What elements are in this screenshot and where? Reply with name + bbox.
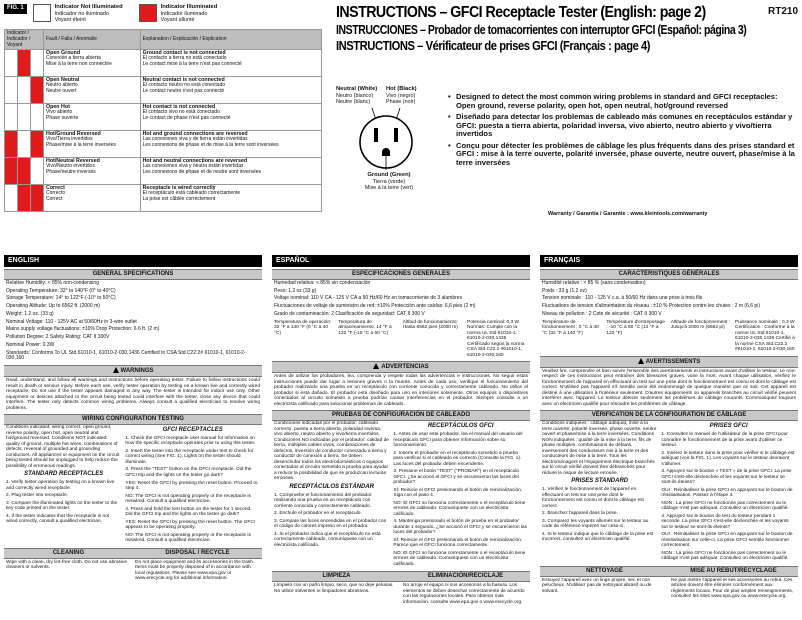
lamp-off bbox=[5, 104, 17, 130]
gfci-step: OUI : Réinitialisez la prise GFCI en appuyant sur le bouton de réinitialisation sur celle-ci. La prise GFCI semble fonctionner correctement. bbox=[661, 532, 793, 549]
cleaning-text: Wipe with a clean, dry lint-free cloth. Do not use abrasive cleaners or solvents. bbox=[6, 559, 128, 571]
legend-on-fr: Voyant allumé bbox=[160, 16, 195, 23]
outlet-icon bbox=[350, 108, 422, 170]
spec-line: Storage Temperature: 14° to 122°F (-10° to 50°C) bbox=[6, 295, 116, 302]
lamp-cell bbox=[5, 185, 18, 212]
general-specs-heading: GENERAL SPECIFICATIONS bbox=[4, 269, 262, 280]
spec-line: Pollution Degree: 2 Safety Rating: CAT II 300V bbox=[6, 334, 110, 341]
explanation-cell: Hot contact is not connected El contacto vivo no está conectado Le contact de phase n'est pas connecté bbox=[140, 104, 321, 131]
spec-grid-cell: Puissance nominale : 0,3 W Certification : Conforme à la norme UL Std.61010-1, 61010-2-030,1436 Certifié à la norme CSA Std.C22.2 #61010-1, 61010-2-030,160 bbox=[735, 319, 795, 353]
lamp-off bbox=[31, 50, 43, 76]
lamp-cell bbox=[31, 185, 44, 212]
standard-step: 1. Compruebe el funcionamiento del probador realizando una prueba en un receptáculo con corriente conocida y correctamente cableado. bbox=[274, 492, 372, 509]
warnings-title: WARNINGS bbox=[120, 368, 154, 375]
legend-on-es: Indicador iluminado bbox=[160, 10, 208, 17]
spec-line: Operating Temperature: 32° to 140°F (0° to 40°C) bbox=[6, 287, 116, 294]
fault-cell: Open Ground Conexión a tierra abierta Mise à la terre non connectée bbox=[44, 50, 141, 77]
gfci-step: NO: The GFCI is not operating properly or the receptacle is miswired. Consult a qualified electrician. bbox=[125, 493, 251, 505]
fault-cell: Hot/Ground Reversed Vivo/Tierra invertidos Phase/mise à la terre inversées bbox=[44, 131, 141, 158]
disposal-block bbox=[401, 571, 530, 606]
legend-on bbox=[139, 4, 218, 23]
spec-grid-cell: Température d'entreposage : -10 °C à 50 °C (14 °F à 122 °F) bbox=[606, 319, 665, 336]
lamp-on bbox=[31, 131, 43, 157]
gfci-step: 4. Press and hold the test button on the tester for 1 second. Did the GFCI trip and the lights on the tester go dark? bbox=[125, 506, 252, 518]
indicator-row bbox=[5, 158, 322, 185]
gfci-step: SÍ: Reinicie el GFCI presionando el botón de reinicialización. Parece que el GFCI funciona correctamente. bbox=[393, 537, 523, 549]
disposal-text: No arroje el equipo ni sus accesorios a la basura. Los elementos se deben desechar correctamente de acuerdo con las regulaciones locales. Para obtener más información, consulte www.epa.gov o www.erecycle.org. bbox=[403, 583, 525, 605]
fig-label: FIG. 1 bbox=[4, 4, 27, 14]
standard-step: 2. Plug tester into receptacle. bbox=[6, 493, 69, 499]
spec-grid-cell: Temperatura de almacenamiento: 14 °F a 122 °F (-10 °C a 50 °C) bbox=[338, 319, 392, 336]
title-spanish: INSTRUCCIONES – Probador de tomacorrientes con interruptor GFCI (Español: página 3) bbox=[336, 23, 747, 38]
lamp-cell bbox=[31, 131, 44, 158]
spec-line: Humidité relative : < 85 % (sans condensation) bbox=[542, 279, 646, 286]
disposal-text: Do not place equipment and its accessories in the trash. Items must be properly disposed of in accordance with local regulations. Please see www.epa.gov or www.erecycle.org for additional information. bbox=[135, 559, 255, 582]
gfci-step: NON : La prise GFCI ne fonctionne pas correctement ou le câblage n'est pas adéquat. Consultez un électricien qualifié. bbox=[661, 500, 789, 512]
spec-line: Fluctuaciones de voltaje de suministro de red: ±10% Protección ante caídas: 6,6 pies (2 m) bbox=[274, 303, 476, 310]
indicator-row bbox=[5, 77, 322, 104]
legend-off bbox=[33, 4, 123, 23]
spec-grid bbox=[272, 319, 530, 360]
disposal-block bbox=[133, 548, 262, 583]
spec-grid-cell: Température de fonctionnement : 0 °C à 40 °C (32 °F à 140 °F) bbox=[542, 319, 599, 336]
standard-step: 4. Si el probador indica que el receptáculo no está correctamente cableado, comuníquese con un electricista calificado. bbox=[274, 531, 381, 548]
lamp-off bbox=[31, 158, 43, 184]
spec-line: Humedad relativa: < 85% sin condensación bbox=[274, 279, 371, 286]
lamp-off bbox=[5, 185, 17, 211]
warnings-heading bbox=[540, 356, 798, 368]
language-header: FRANÇAIS bbox=[540, 255, 798, 267]
lamp-on bbox=[31, 185, 43, 211]
gfci-step: 1. Consultez le manuel de l'utilisateur de la prise GFCI pour connaître le fonctionnement de la prise avant d'utiliser ce testeur. bbox=[661, 432, 788, 449]
warnings-text: Veuillez lire, comprendre et bien suivre l'ensemble des avertissements et instructions avant d'utiliser le testeur. Le non-respect de ces instructions peut entraîner des blessures graves, voire la mort. Avant chaque utilisation, vérifiez le fonctionnement de l'appareil en effectuant un test sur une prise dont le fonctionnement est connu et dont le câblage est correct. N'utilisez pas l'appareil s'il semble avoir été endommagé de quelque manière que ce soit. Cet appareil est destiné à une utilisation à l'intérieur seulement. D'autres équipements ou appareils branchés au circuit vérifié peuvent interférer avec l'appareil. Le testeur détecte seulement les problèmes de câblage courants. Communiquez toujours avec un électricien qualifié pour résoudre les problèmes de câblage. bbox=[542, 368, 796, 407]
cleaning-block bbox=[4, 548, 133, 583]
legend-off-en: Indicator Not Illuminated bbox=[54, 4, 123, 10]
conditions-text: Condiciones indicadas por el probador: cableado correcto, puesta a tierra abierta, polaridad inversa, vivo abierto, neutro abierto y vivo/tierra invertidos. Condiciones NO indicadas por el probador: calidad de tierra, múltiples cables vivos, combinaciones de defectos, inversión de conductor conectado a tierra y conductor de conexión a tierra. Se deben desenchufar todos los electrodomésticos o equipos conectados al circuito sometido a prueba para ayudar a reducir la posibilidad de que se produzcan lecturas erróneas. bbox=[274, 421, 389, 482]
lamp-off bbox=[18, 77, 30, 103]
lamp-off bbox=[5, 77, 17, 103]
th-explanation: Explanation / Explicación / Explication bbox=[140, 30, 321, 50]
gfci-step: 4. Appuyez sur le bouton de test du testeur pendant 1 seconde. La prise GFCI s'est-elle déclenchée et les voyants sur le testeur se sont-ils éteints? bbox=[661, 513, 789, 530]
gfci-step: 2. Insérez le testeur dans la prise pour vérifier si le câblage est adéquat (voir la FIG. 1). Les voyants sur le testeur devraient s'allumer. bbox=[661, 450, 795, 467]
fault-cell: Hot/Neutral Reversed Vivo/Neutro invertidos Phase/neutre inversés bbox=[44, 158, 141, 185]
cleaning-block bbox=[272, 571, 401, 606]
language-header: ESPAÑOL bbox=[272, 255, 530, 267]
warnings-heading bbox=[4, 365, 262, 377]
spec-line: Peso: 1,2 oz (33 g) bbox=[274, 287, 317, 294]
standard-step: 3. Compare las luces encendidas en el probador con el código de colores impreso en el probador. bbox=[274, 518, 387, 530]
wiring-body bbox=[272, 421, 530, 569]
lamp-on bbox=[18, 50, 30, 76]
warning-icon bbox=[373, 363, 379, 369]
lamp-off bbox=[18, 104, 30, 130]
spec-grid-cell: Potencia nominal: 0,3 W Normas: Cumple con la norma UL Std 61010-1, 61010-2-030,1436 Certificado según la norma CSA Std C22.2 #61010-1, 61010-2-030,160 bbox=[467, 319, 525, 358]
gfci-step: 1. Antes de usar este probador, lea el manual del usuario del receptáculo GFCI para obtener información sobre su funcionamiento. bbox=[393, 432, 523, 449]
wiring-body bbox=[540, 421, 798, 564]
spec-line: Grado de contaminación: 2 Clasificación de seguridad: CAT II 300 V bbox=[274, 310, 425, 317]
indicator-table bbox=[4, 29, 322, 212]
cleaning-text: Límpielo con un paño limpio, seco, que no deje pelusas. No utilice solventes ni limpiadores abrasivos. bbox=[274, 583, 394, 594]
standard-step: 2. Branchez l'appareil dans la prise. bbox=[542, 511, 618, 517]
wiring-body bbox=[4, 425, 262, 546]
lamp-on bbox=[31, 77, 43, 103]
disposal-text: Ne pas mettre l'appareil et ses accessoires au rebut. Ces articles doivent être éliminés conformément aux règlements locaux. Pour de plus amples renseignements, consultez les sites www.epa.gov ou www.erecycle.org. bbox=[671, 577, 794, 600]
wiring-left bbox=[542, 421, 661, 564]
spec-line: Voltaje nominal: 110 V CA - 125 V CA a 50 Hz/60 Hz en tomacorriente de 3 alambres bbox=[274, 295, 463, 302]
spec-line: Tension nominale : 110 - 125 V c.a. à 50/60 Hz dans une prise à trois fils bbox=[542, 295, 703, 302]
warranty-link[interactable]: Warranty / Garantía / Garantie : www.kleintools.com/warranty bbox=[548, 211, 708, 217]
receptacle-diagram bbox=[336, 86, 432, 196]
th-indicator: Indicator / Indicador / Voyant bbox=[5, 30, 44, 50]
indicator-row bbox=[5, 131, 322, 158]
lamp-cell bbox=[5, 131, 18, 158]
title-block bbox=[336, 4, 798, 53]
spec-grid-cell: Altitude de fonctionnement : Jusqu'à 2000 m (6562 pi) bbox=[670, 319, 731, 331]
lamp-cell bbox=[18, 131, 31, 158]
indicator-row bbox=[5, 185, 322, 212]
warnings-heading bbox=[272, 361, 530, 373]
cleaning-heading: LIMPIEZA bbox=[272, 571, 401, 582]
title-french: INSTRUCTIONS – Vérificateur de prises GFCI (Français : page 4) bbox=[336, 38, 651, 53]
bullet-es: • Diseñado para detectar los problemas de cableado más comunes en receptáculos estándar y GFCI: puesta a tierra abierta, polaridad inversa, vivo abierto, neutro abierto y vivo/tierra invertidos bbox=[448, 113, 798, 139]
lamp-cell bbox=[31, 104, 44, 131]
gfci-step: 3. Appuyez sur le bouton « TEST » de la prise GFCI. La prise GFCI s'est-elle déclenchée et les voyants sur le testeur se sont-ils éteints? bbox=[661, 469, 792, 486]
spec-line: Niveau de pollution : 2 Cote de sécurité : CAT II 300 V bbox=[542, 310, 662, 317]
gfci-receptacles-heading: GFCI RECEPTACLES bbox=[162, 427, 223, 434]
explanation-cell: Hot and ground connections are reversed Las conexiones viva y de tierra están invertidas Les connexions de phase et de mise à la terre sont inversées bbox=[140, 131, 321, 158]
gfci-receptacles-heading: RECEPTÁCULOS GFCI bbox=[427, 423, 494, 430]
lamp-cell bbox=[5, 50, 18, 77]
gfci-receptacles-heading: PRISES GFCI bbox=[709, 423, 748, 430]
gfci-step: NO: The GFCI is not operating properly or the receptacle is miswired. Consult a qualified electrician. bbox=[125, 532, 251, 544]
lamp-cell bbox=[18, 158, 31, 185]
gfci-step: 1. Check the GFCI receptacle user manual for information on how the specific receptacle operates prior to using this tester. bbox=[125, 435, 256, 447]
gfci-step: 4. Mantenga presionado el botón de prueba en el probador durante 1 segundo. ¿Se accionó el GFCI y se oscurecieron las luces del probador? bbox=[393, 519, 527, 536]
explanation-cell: Neutral contact is not connected El contacto neutro no está conectado Le contact neutre n'est pas connecté bbox=[140, 77, 321, 104]
lamp-off bbox=[18, 131, 30, 157]
warnings-title: ADVERTENCIAS bbox=[381, 364, 429, 371]
feature-bullets bbox=[448, 93, 798, 170]
disposal-heading: ELIMINACIÓN/RECICLAJE bbox=[401, 571, 530, 582]
spec-line: Relative Humidity: < 85% non-condensing bbox=[6, 279, 99, 286]
gfci-step: 2. Inserte el probador en el receptáculo sometido a prueba para verificar si el cableado es correcto (Consulte la FIG. 1). Las luces del probador deben encenderse. bbox=[393, 450, 522, 467]
lamp-off bbox=[31, 104, 43, 130]
gfci-step: 3. Presione el botón "TEST" ("PROBAR") en el receptáculo GFCI. ¿Se accionó el GFCI y se oscurecieron las luces del probador? bbox=[393, 469, 520, 486]
gfci-step: NO: El GFCI no funciona correctamente o el receptáculo tiene errores de cableado. Comuníquese con un electricista calificado. bbox=[393, 550, 526, 567]
gfci-step: NO: El GFCI no funciona correctamente o el receptáculo tiene errores de cableado. Comuníquese con un electricista calificado. bbox=[393, 500, 526, 517]
standard-step: 3. Compare the illuminated lights on the tester to the key code printed on the tester. bbox=[6, 500, 118, 512]
gfci-step: YES: Reset the GFCI by pressing the reset button. Proceed to step 4. bbox=[125, 480, 258, 492]
lamp-on bbox=[5, 131, 17, 157]
lamp-off bbox=[5, 50, 17, 76]
spec-line: Operating Altitude: Up to 6562 ft. (2000 m) bbox=[6, 303, 100, 310]
explanation-cell: Ground contact is not connected El contacto a tierra no está conectado Le contact mise à la terre n'est pas connecté bbox=[140, 50, 321, 77]
lamp-cell bbox=[5, 104, 18, 131]
standard-step: 1. Vérifiez le fonctionnement de l'appareil en effectuant un test sur une prise dont le fonctionnement est connu et dont le câblage est correct. bbox=[542, 487, 644, 509]
title-english: INSTRUCTIONS – GFCI Receptacle Tester (English: page 2) bbox=[336, 4, 706, 21]
bullet-en: • Designed to detect the most common wiring problems in standard and GFCI receptacles: Open ground, reverse polarity, open hot, open neutral, hot/ground reversed bbox=[448, 93, 798, 110]
indicator-figure bbox=[4, 4, 322, 212]
fault-cell: Open Neutral Neutro abierto Neutre ouvert bbox=[44, 77, 141, 104]
footer-row bbox=[540, 566, 798, 601]
disposal-heading: MISE AU REBUT/RECYCLAGE bbox=[669, 566, 798, 577]
legend-on-en: Indicator Illuminated bbox=[160, 4, 218, 10]
standard-receptacles-heading: STANDARD RECEPTACLES bbox=[24, 471, 104, 478]
warnings-text: Antes de utilizar los probadores, lea, comprenda y respete todas las advertencias e instrucciones. No seguir estas instrucciones puede dar lugar a lesiones graves o la muerte. Antes de cada uso, verifique el funcionamiento del probador realizando una prueba en un receptáculo con corriente conocida y correctamente cableado. No utilice el probador si está dañado. El probador está diseñado para uso en interiores solamente. Otros equipos o dispositivos conectados al circuito sometido a prueba podrían causar interferencias en el probador. Siempre consulte a un electricista calificado para solucionar problemas de cableado. bbox=[274, 374, 528, 407]
spec-line: Mains supply voltage fluctuations: ±10% Drop Protection: 6.6 ft. (2 m) bbox=[6, 326, 160, 333]
explanation-cell: Receptacle is wired correctly El receptáculo está cableado correctamente La prise est câblée correctement bbox=[140, 185, 321, 212]
fault-cell: Correct Correcto Correct bbox=[44, 185, 141, 212]
lamp-cell bbox=[18, 50, 31, 77]
fault-cell: Open Hot Vivo abierto Phase ouverte bbox=[44, 104, 141, 131]
conditions-text: Conditions indiquées : câblage adéquat, mise à la terre ouverte, polarité inversée, phase ouverte, neutre ouvert et phase/mise à la terre inversées. Conditions NON indiquées : qualité de la mise à la terre, fils de phase multiples, combinaisons de défauts, inversement des conducteurs mis à la terre et des conducteurs de mise à la terre. Tous les électroménagers et l'équipement électrique branchés sur le circuit vérifié doivent être débranchés pour réduire le risque de lecture erronée. bbox=[542, 421, 657, 476]
wiring-heading: PRUEBAS DE CONFIGURACIÓN DE CABLEADO bbox=[272, 410, 530, 421]
hot-label: Hot (Black) Vivo (negro) Phase (noir) bbox=[386, 86, 417, 105]
legend-on-swatch bbox=[139, 4, 157, 22]
cleaning-heading: CLEANING bbox=[4, 548, 133, 559]
standard-receptacles-heading: RECEPTÁCULOS ESTÁNDAR bbox=[289, 483, 375, 490]
footer-row bbox=[272, 571, 530, 606]
gfci-step: SÍ: Reinicie el GFCI presionando el botón de reinicialización. Siga con el paso 4. bbox=[393, 487, 523, 499]
wiring-heading: VÉRIFICATION DE LA CONFIGURATION DE CÂBLAGE bbox=[540, 410, 798, 421]
french-column bbox=[540, 255, 798, 601]
standard-step: 1. Verify tester operation by testing on a known live and correctly wired receptacle. bbox=[6, 480, 115, 491]
standard-receptacles-heading: PRISES STANDARD bbox=[571, 478, 629, 485]
wiring-left bbox=[274, 421, 393, 569]
warnings-title: AVERTISSEMENTS bbox=[645, 358, 701, 365]
lamp-cell bbox=[18, 185, 31, 212]
wiring-right bbox=[125, 425, 260, 546]
model-number: RT210 bbox=[767, 6, 798, 17]
lamp-on bbox=[18, 158, 30, 184]
warning-icon bbox=[638, 358, 644, 364]
cleaning-text: Essuyez l'appareil avec un linge propre, sec et non pelucheux. N'utilisez pas de nettoyant abrasif ou de solvant. bbox=[542, 577, 652, 594]
gfci-step: 2. Insert the tester into the receptacle under test to check for correct wiring (See FIG. 1). Lights on the tester should illuminate. bbox=[125, 448, 254, 465]
gfci-step: 3. Press the "TEST" button on the GFCI receptacle. Did the GFCI trip and the lights on the tester go dark? bbox=[125, 467, 252, 478]
footer-row bbox=[4, 548, 262, 583]
lamp-cell bbox=[31, 158, 44, 185]
lamp-on bbox=[18, 185, 30, 211]
general-specs-heading: ESPECIFICACIONES GENERALES bbox=[272, 269, 530, 280]
spec-line: Nominal Voltage: 110 - 125V AC at 50/60Hz in 3-wire outlet bbox=[6, 318, 137, 325]
wiring-left bbox=[6, 425, 125, 546]
gfci-step: OUI : Réinitialisez la prise GFCI en appuyant sur le bouton de réinitialisation. Passez à l'étape 4. bbox=[661, 487, 793, 499]
nominal-power: Nominal Power: 0.3W bbox=[6, 341, 55, 348]
gfci-step: NON : La prise GFCI ne fonctionne pas correctement ou le câblage n'est pas adéquat. Consultez un électricien qualifié. bbox=[661, 550, 789, 562]
warning-icon bbox=[113, 367, 119, 373]
standard-step: 2. Enchufe el probador en el receptáculo. bbox=[274, 511, 362, 517]
standards: Standards: Conforms To UL Std.61010-1, 61010-2-030,1436 Certified to CSA Std.C22.2# 61010-1, 61010-2-030,160 bbox=[6, 349, 246, 362]
neutral-label: Neutral (White) Neutro (blanco) Neutre (blanc) bbox=[336, 86, 378, 105]
gfci-step: YES: Reset the GFCI by pressing the reset button. The GFCI appears to be operating properly. bbox=[125, 519, 256, 531]
lamp-on bbox=[5, 158, 17, 184]
spec-line: Weight: 1.2 oz. (33 g) bbox=[6, 310, 54, 317]
warnings-text: Read, understand, and follow all warnings and instructions before operating tester. Failure to follow instructions could result in death or serious injury. Before each use, verify tester operation by testing on a known live and correctly wired receptacle. Do not use if the tester appears damaged in any way. The tester is intended for indoor use only. Other equipment or devices attached to the circuit being tested could interfere with the tester, close any device that could interfere. The tester only detects common wiring problems. Always consult a qualified electrician to resolve wiring problems. bbox=[6, 378, 260, 411]
explanation-cell: Hot and neutral connections are reversed Las conexiones viva y neutra están invertidas Les connexions de phase et de neutre sont inversées bbox=[140, 158, 321, 185]
general-specs-heading: CARACTÉRISTIQUES GÉNÉRALES bbox=[540, 269, 798, 280]
spec-grid-cell: Temperatura de operación: 32 °F a 140 °F (0 °C a 40 °C) bbox=[274, 319, 332, 336]
legend-off-swatch bbox=[33, 4, 51, 22]
legend-off-fr: Voyant éteint bbox=[54, 16, 86, 23]
language-header: ENGLISH bbox=[4, 255, 262, 267]
spanish-column bbox=[272, 255, 530, 606]
th-fault: Fault / Falla / Anomalie bbox=[44, 30, 141, 50]
spec-line: Poids : 33 g (1,2 oz) bbox=[542, 287, 587, 294]
spec-line: Fluctuations de tension d'alimentation du réseau : ±10 % Protection contre les chutes : 2 m (6,6 pi) bbox=[542, 303, 760, 310]
conditions-text: Conditions indicated: wiring correct, open ground, reverse polarity, open hot, open neutral and hot/ground reversed. Conditions NOT indicated: quality of ground, multiple hot wires, combinations of defects, reversal of grounded and grounding conductors. All appliances or equipment on the circuit being tested should be unplugged to help reduce the possibility of erroneous readings. bbox=[6, 425, 120, 469]
disposal-heading: DISPOSAL / RECYCLE bbox=[133, 548, 262, 559]
lamp-cell bbox=[18, 77, 31, 104]
lamp-cell bbox=[5, 77, 18, 104]
standard-step: 4. If the tester indicates that the receptacle is not wired correctly, consult a qualified electrician. bbox=[6, 513, 110, 525]
legend-off-es: Indicador no iluminado bbox=[54, 10, 109, 17]
ground-label: Ground (Green) Tierra (verde) Mise à la terre (vert) bbox=[364, 172, 414, 191]
cleaning-heading: NETTOYAGE bbox=[540, 566, 669, 577]
indicator-row bbox=[5, 104, 322, 131]
indicator-row bbox=[5, 50, 322, 77]
bullet-fr: • Conçu pour détecter les problèmes de câblage les plus fréquents dans des prises standard et GFCI : mise à la terre ouverte, polarité inversée, phase ouverte, neutre ouvert, phase/mise à la terre inversées bbox=[448, 142, 798, 168]
cleaning-block bbox=[540, 566, 669, 601]
wiring-right bbox=[393, 421, 528, 569]
wiring-heading: WIRING CONFIGURATION TESTING bbox=[4, 414, 262, 425]
spec-grid-cell: Altitud de funcionamiento: Hasta 6562 pies (2000 m) bbox=[402, 319, 458, 331]
disposal-block bbox=[669, 566, 798, 601]
standard-step: 4. Si le testeur indique que le câblage de la prise est incorrect, consultez un électricien qualifié. bbox=[542, 531, 654, 543]
lamp-cell bbox=[5, 158, 18, 185]
english-column bbox=[4, 255, 262, 583]
lamp-cell bbox=[31, 77, 44, 104]
lamp-cell bbox=[18, 104, 31, 131]
wiring-right bbox=[661, 421, 796, 564]
spec-grid bbox=[540, 319, 798, 354]
lamp-cell bbox=[31, 50, 44, 77]
standard-step: 3. Comparez les voyants allumés sur le testeur au code de référence imprimé sur celui-ci. bbox=[542, 518, 649, 530]
